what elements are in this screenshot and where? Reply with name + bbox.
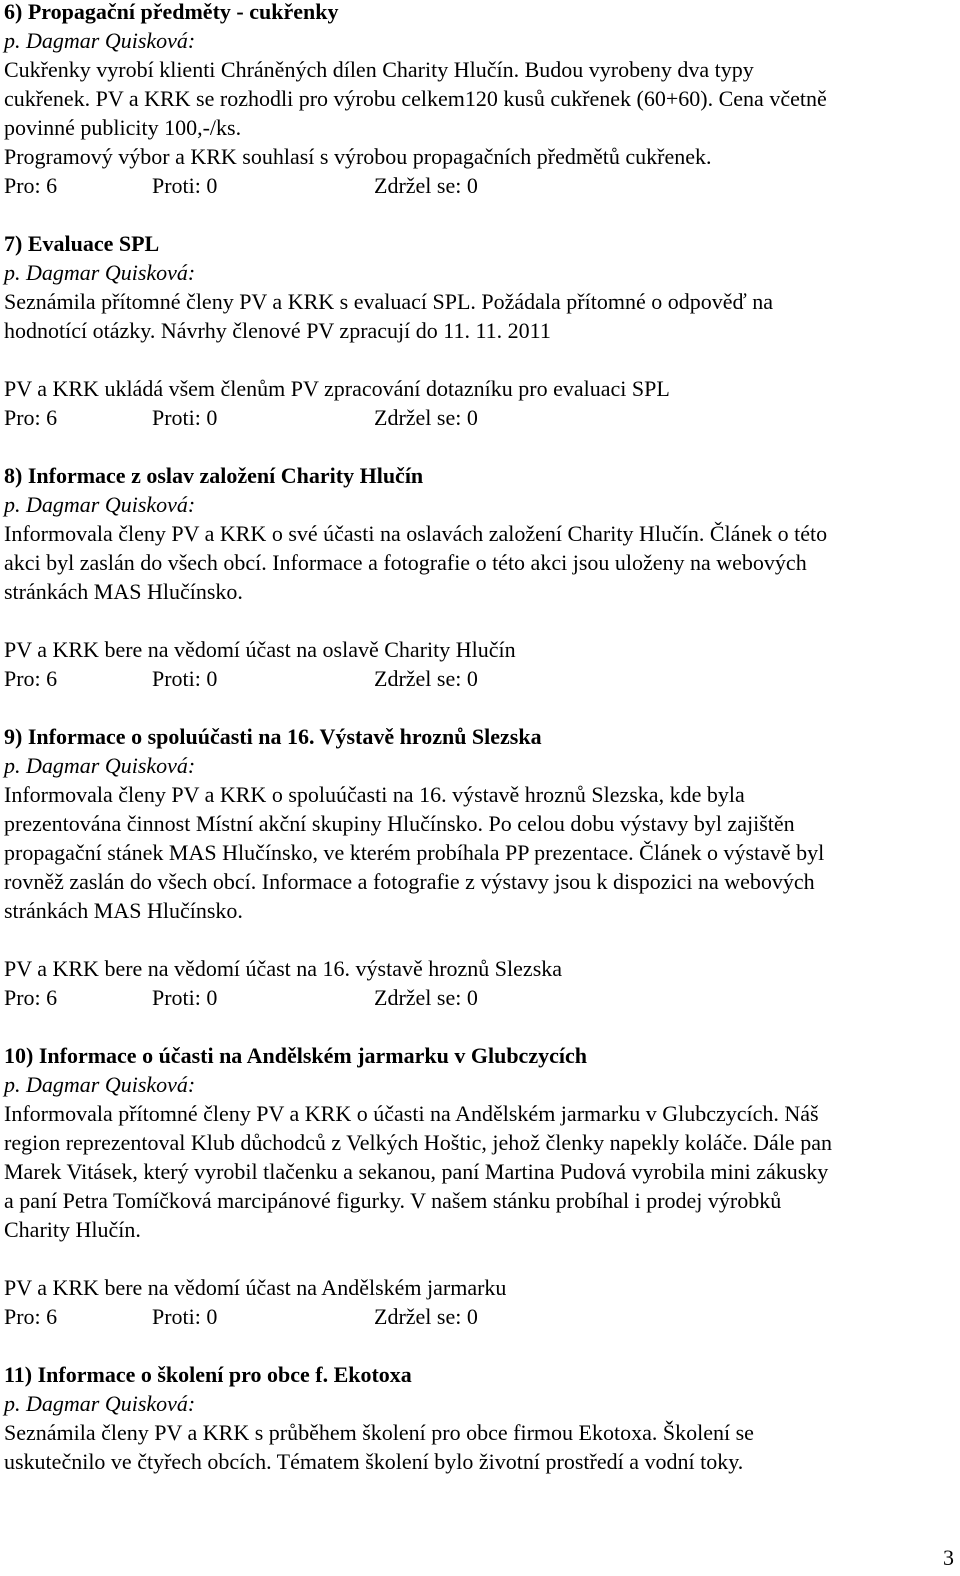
section-9-resolution: PV a KRK bere na vědomí účast na 16. výstavě hroznů Slezska [4,956,563,981]
section-8-resolution: PV a KRK bere na vědomí účast na oslavě Charity Hlučín [4,637,516,662]
section-8-text-line: stránkách MAS Hlučínsko. [4,579,243,604]
section-10-text-line: Marek Vitásek, který vyrobil tlačenku a sekanou, paní Martina Pudová vyrobila mini zákusky [4,1159,829,1184]
vote-proti: Proti: 0 [152,1304,218,1329]
vote-proti: Proti: 0 [152,405,218,430]
section-7-resolution: PV a KRK ukládá všem členům PV zpracování dotazníku pro evaluaci SPL [4,376,670,401]
section-9-text-line: rovněž zaslán do všech obcí. Informace a fotografie z výstavy jsou k dispozici na webových [4,869,815,894]
section-6-resolution: Programový výbor a KRK souhlasí s výrobou propagačních předmětů cukřenek. [4,144,712,169]
section-7-text-line: Seznámila přítomné členy PV a KRK s evaluací SPL. Požádala přítomné o odpověď na [4,289,773,314]
section-9-vote [4,983,954,1012]
spacer [4,1012,954,1041]
spacer [4,345,954,374]
section-10-resolution: PV a KRK bere na vědomí účast na Andělském jarmarku [4,1275,507,1300]
vote-pro: Pro: 6 [4,985,58,1010]
section-11-speaker: p. Dagmar Quisková: [4,1391,196,1416]
vote-zdrzel: Zdržel se: 0 [374,985,478,1010]
section-9-text-line: propagační stánek MAS Hlučínsko, ve kterém probíhala PP prezentace. Článek o výstavě byl [4,840,825,865]
vote-proti: Proti: 0 [152,666,218,691]
spacer [4,432,954,461]
section-9-text-line: Informovala členy PV a KRK o spoluúčasti na 16. výstavě hroznů Slezska, kde byla [4,782,745,807]
section-7-speaker: p. Dagmar Quisková: [4,260,196,285]
vote-zdrzel: Zdržel se: 0 [374,666,478,691]
section-6-vote [4,171,954,200]
vote-pro: Pro: 6 [4,173,58,198]
section-8-title: 8) Informace z oslav založení Charity Hlučín [4,463,424,488]
section-8-text-line: Informovala členy PV a KRK o své účasti na oslavách založení Charity Hlučín. Článek o této [4,521,828,546]
section-8-speaker: p. Dagmar Quisková: [4,492,196,517]
section-10-text-line: region reprezentoval Klub důchodců z Velkých Hoštic, jehož členky napekly koláče. Dále pan [4,1130,832,1155]
vote-pro: Pro: 6 [4,666,58,691]
section-10-title: 10) Informace o účasti na Andělském jarmarku v Glubczycích [4,1043,587,1068]
vote-pro: Pro: 6 [4,405,58,430]
section-7-vote [4,403,954,432]
document-page [4,0,954,1476]
section-9-title: 9) Informace o spoluúčasti na 16. Výstavě hroznů Slezska [4,724,542,749]
spacer [4,1331,954,1360]
section-11-title: 11) Informace o školení pro obce f. Ekotoxa [4,1362,412,1387]
section-7-title: 7) Evaluace SPL [4,231,160,256]
section-6-text-line: povinné publicity 100,-/ks. [4,115,242,140]
section-10-text-line: Charity Hlučín. [4,1217,141,1242]
section-10-text-line: Informovala přítomné členy PV a KRK o účasti na Andělském jarmarku v Glubczycích. Náš [4,1101,819,1126]
section-9-text-line: prezentována činnost Místní akční skupiny Hlučínsko. Po celou dobu výstavy byl zajištěn [4,811,795,836]
section-11-text-line: Seznámila členy PV a KRK s průběhem školení pro obce firmou Ekotoxa. Školení se [4,1420,754,1445]
section-9-text-line: stránkách MAS Hlučínsko. [4,898,243,923]
section-9-speaker: p. Dagmar Quisková: [4,753,196,778]
vote-pro: Pro: 6 [4,1304,58,1329]
spacer [4,200,954,229]
vote-zdrzel: Zdržel se: 0 [374,1304,478,1329]
vote-zdrzel: Zdržel se: 0 [374,173,478,198]
section-11-text-line: uskutečnilo ve čtyřech obcích. Tématem školení bylo životní prostředí a vodní toky. [4,1449,744,1474]
section-8-vote [4,664,954,693]
section-6-text-line: Cukřenky vyrobí klienti Chráněných dílen Charity Hlučín. Budou vyrobeny dva typy [4,57,754,82]
section-6-title: 6) Propagační předměty - cukřenky [4,0,339,24]
spacer [4,606,954,635]
section-10-vote [4,1302,954,1331]
vote-proti: Proti: 0 [152,985,218,1010]
section-6-text-line: cukřenek. PV a KRK se rozhodli pro výrobu celkem120 kusů cukřenek (60+60). Cena včetně [4,86,827,111]
spacer [4,693,954,722]
section-10-speaker: p. Dagmar Quisková: [4,1072,196,1097]
section-10-text-line: a paní Petra Tomíčková marcipánové figurky. V našem stánku probíhal i prodej výrobků [4,1188,782,1213]
page-number: 3 [943,1545,954,1570]
vote-zdrzel: Zdržel se: 0 [374,405,478,430]
vote-proti: Proti: 0 [152,173,218,198]
spacer [4,1244,954,1273]
section-7-text-line: hodnotící otázky. Návrhy členové PV zpracují do 11. 11. 2011 [4,318,551,343]
section-6-speaker: p. Dagmar Quisková: [4,28,196,53]
section-8-text-line: akci byl zaslán do všech obcí. Informace a fotografie o této akci jsou uloženy na webových [4,550,807,575]
spacer [4,925,954,954]
